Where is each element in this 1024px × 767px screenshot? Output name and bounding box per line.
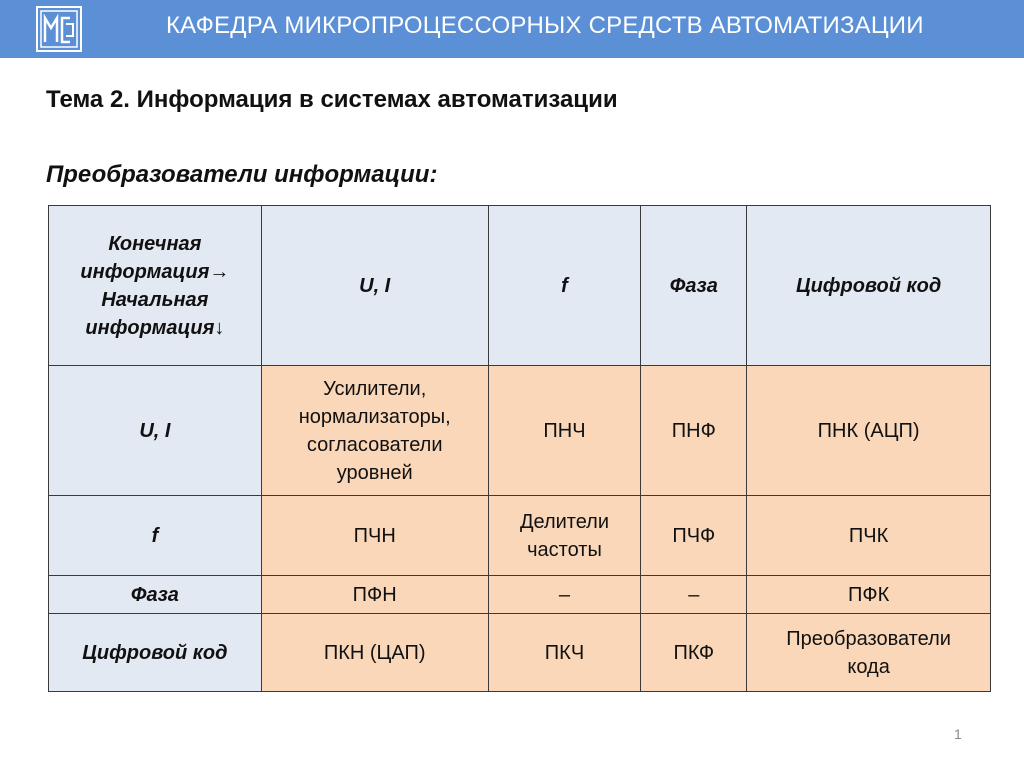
column-header: U, I (261, 206, 488, 366)
table-row (49, 366, 991, 496)
table-cell: – (488, 576, 641, 614)
table-cell: ПНФ (641, 366, 747, 496)
table-cell: ПФК (747, 576, 991, 614)
table-cell: ПКЧ (488, 614, 641, 692)
table-cell: ПЧФ (641, 496, 747, 576)
table-cell: ПФН (261, 576, 488, 614)
table-cell: ПНК (АЦП) (747, 366, 991, 496)
row-header: Фаза (49, 576, 262, 614)
row-header: U, I (49, 366, 262, 496)
table-cell: – (641, 576, 747, 614)
column-header: Фаза (641, 206, 747, 366)
table-cell: Преобразователи кода (747, 614, 991, 692)
table-row (49, 614, 991, 692)
converters-table (48, 205, 991, 692)
table-header-row (49, 206, 991, 366)
arrow-right-icon: → (209, 260, 230, 283)
table-row (49, 576, 991, 614)
arrow-down-icon: ↓ (214, 316, 225, 339)
row-header: Цифровой код (49, 614, 262, 692)
table-corner-cell: Конечная информация→ Начальная информация↓ (49, 206, 262, 366)
page-number: 1 (954, 726, 962, 742)
table-cell: ПНЧ (488, 366, 641, 496)
table-row (49, 496, 991, 576)
table-cell: ПЧН (261, 496, 488, 576)
table-cell: Делители частоты (488, 496, 641, 576)
department-logo-icon (36, 6, 82, 52)
header-bar (0, 0, 1024, 58)
table-cell: Усилители, нормализаторы, согласователи уровней (261, 366, 488, 496)
table-cell: ПКН (ЦАП) (261, 614, 488, 692)
table-cell: ПКФ (641, 614, 747, 692)
column-header: f (488, 206, 641, 366)
header-title: КАФЕДРА МИКРОПРОЦЕССОРНЫХ СРЕДСТВ АВТОМАТИЗАЦИИ (166, 12, 924, 39)
table-cell: ПЧК (747, 496, 991, 576)
section-subtitle: Преобразователи информации: (46, 161, 438, 188)
column-header: Цифровой код (747, 206, 991, 366)
row-header: f (49, 496, 262, 576)
topic-title: Тема 2. Информация в системах автоматизации (46, 86, 618, 113)
